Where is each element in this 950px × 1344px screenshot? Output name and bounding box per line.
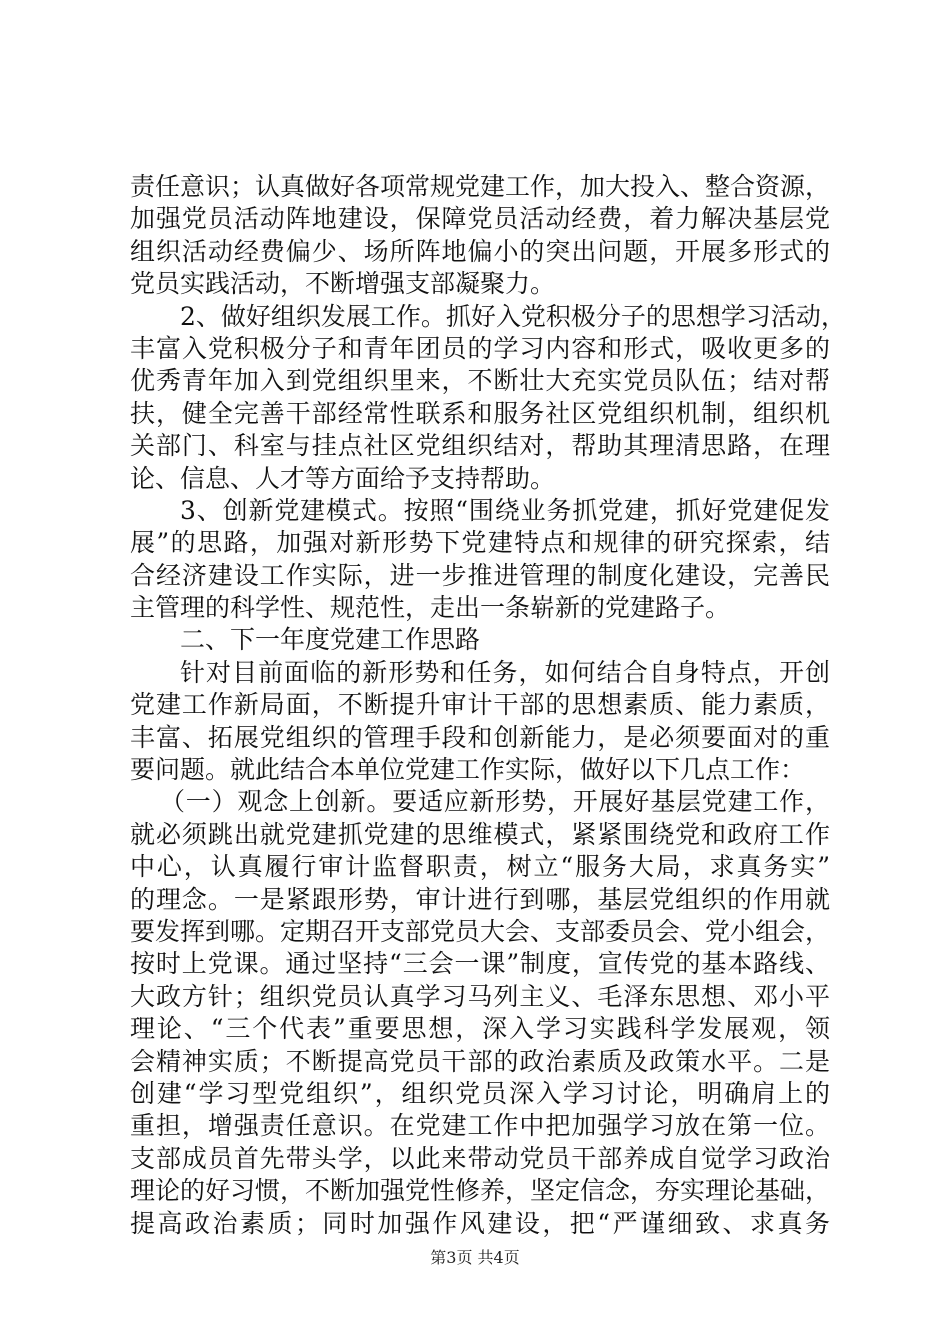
text-line: 二、下一年度党建工作思路 [180, 625, 481, 655]
text-line: 扶，健全完善干部经常性联系和服务社区党组织机制，组织机 [130, 398, 830, 428]
text-line: 按时上党课。通过坚持“三会一课”制度，宣传党的基本路线、 [130, 949, 830, 979]
text-line: 会精神实质；不断提高党员干部的政治素质及政策水平。二是 [130, 1046, 830, 1076]
text-line: 组织活动经费偏少、场所阵地偏小的突出问题，开展多形式的 [130, 236, 830, 266]
text-line: 要发挥到哪。定期召开支部党员大会、支部委员会、党小组会， [130, 916, 831, 946]
text-line: 合经济建设工作实际，进一步推进管理的制度化建设，完善民 [130, 560, 830, 590]
text-line: 2、做好组织发展工作。抓好入党积极分子的思想学习活动， [180, 301, 846, 331]
document-body [130, 171, 846, 1240]
text-line: 重担，增强责任意识。在党建工作中把加强学习放在第一位。 [130, 1111, 830, 1141]
text-line: 丰富入党积极分子和青年团员的学习内容和形式，吸收更多的 [130, 333, 830, 363]
page-footer [0, 1248, 950, 1268]
text-line: 责任意识；认真做好各项常规党建工作，加大投入、整合资源， [130, 172, 831, 201]
text-line: 关部门、科室与挂点社区党组织结对，帮助其理清思路，在理 [130, 431, 830, 461]
text-line: 针对目前面临的新形势和任务，如何结合自身特点，开创 [180, 657, 830, 687]
text-line: 党建工作新局面，不断提升审计干部的思想素质、能力素质， [130, 690, 830, 720]
text-line: 论、信息、人才等方面给予支持帮助。 [130, 463, 556, 493]
text-line: 创建“学习型党组织”，组织党员深入学习讨论，明确肩上的 [130, 1078, 830, 1108]
text-line: 就必须跳出就党建抓党建的思维模式，紧紧围绕党和政府工作 [130, 819, 830, 849]
text-line: 支部成员首先带头学，以此来带动党员干部养成自觉学习政治 [130, 1143, 830, 1173]
text-line: 提高政治素质；同时加强作风建设，把“严谨细致、求真务 [130, 1208, 830, 1238]
text-line: （一）观念上创新。要适应新形势，开展好基层党建工作， [160, 787, 830, 817]
text-line: 大政方针；组织党员认真学习马列主义、毛泽东思想、邓小平 [130, 981, 830, 1011]
text-line: 理论、“三个代表”重要思想，深入学习实践科学发展观，领 [130, 1014, 830, 1044]
text-line: 展”的思路，加强对新形势下党建特点和规律的研究探索，结 [130, 528, 830, 558]
text-line: 加强党员活动阵地建设，保障党员活动经费，着力解决基层党 [130, 204, 830, 234]
text-line: 3、创新党建模式。按照“围绕业务抓党建，抓好党建促发 [180, 495, 830, 525]
text-line: 中心，认真履行审计监督职责，树立“服务大局，求真务实” [130, 852, 830, 882]
text-line: 主管理的科学性、规范性，走出一条崭新的党建路子。 [130, 593, 731, 623]
text-line: 要问题。就此结合本单位党建工作实际，做好以下几点工作： [130, 755, 806, 785]
text-line: 的理念。一是紧跟形势，审计进行到哪，基层党组织的作用就 [130, 884, 830, 914]
page-number: 第3页 共4页 [430, 1248, 520, 1267]
text-line: 理论的好习惯，不断加强党性修养，坚定信念，夯实理论基础， [130, 1176, 831, 1206]
text-line: 丰富、拓展党组织的管理手段和创新能力，是必须要面对的重 [130, 722, 830, 752]
text-line: 党员实践活动，不断增强支部凝聚力。 [130, 269, 556, 299]
text-line: 优秀青年加入到党组织里来，不断壮大充实党员队伍；结对帮 [130, 366, 830, 396]
